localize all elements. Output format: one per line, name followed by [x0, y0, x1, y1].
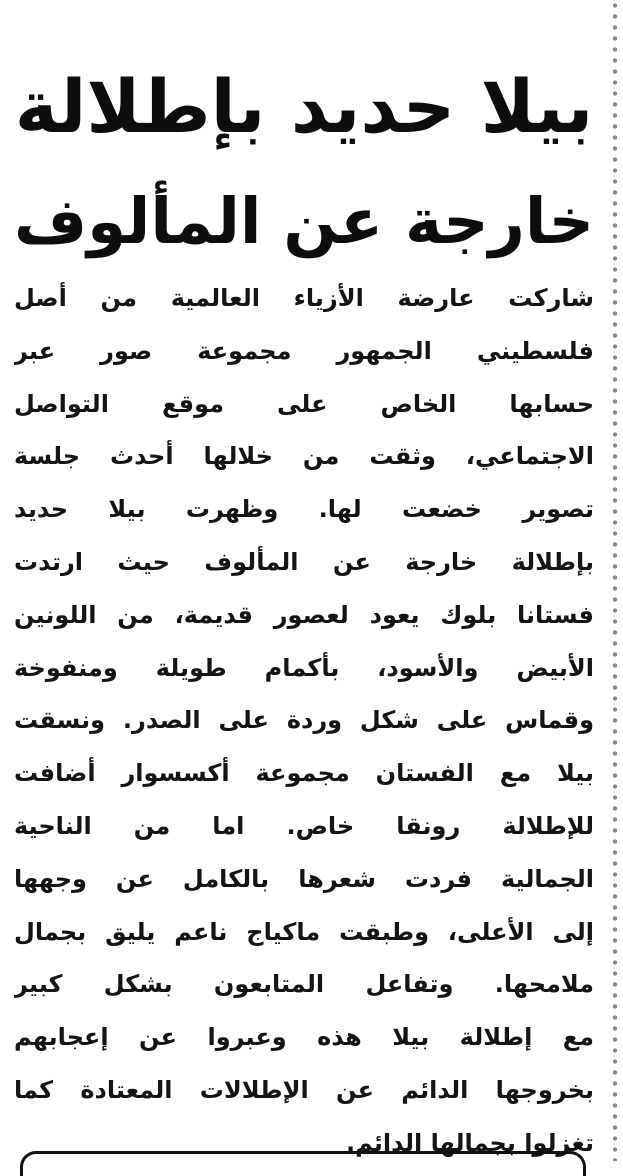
body-line: شاركت عارضة الأزياء العالمية من أصل	[14, 284, 594, 312]
article-body	[14, 272, 594, 1170]
body-line: فستانا بلوك يعود لعصور قديمة، من اللونين	[14, 600, 594, 629]
body-line: حسابها الخاص على موقع التواصل	[14, 389, 594, 418]
dotted-column-border	[611, 0, 619, 1161]
body-line: تصوير خضعت لها. وظهرت بيلا حديد	[14, 495, 594, 524]
body-line: الأبيض والأسود، بأكمام طويلة ومنفوخة	[14, 653, 594, 682]
body-line: الاجتماعي، وثقت من خلالها أحدث جلسة	[14, 442, 594, 471]
bottom-frame-rule	[20, 1151, 586, 1176]
body-line: وقماس على شكل وردة على الصدر. ونسقت	[14, 706, 594, 735]
body-line: فلسطيني الجمهور مجموعة صور عبر	[14, 336, 594, 365]
body-line: مع إطلالة بيلا هذه وعبروا عن إعجابهم	[14, 1023, 594, 1052]
body-line: للإطلالة رونقا خاص. اما من الناحية	[14, 811, 594, 840]
body-line-last: تغزلوا بجمالها الدائم.	[345, 1128, 594, 1157]
body-line: الجمالية فردت شعرها بالكامل عن وجهها	[14, 864, 594, 893]
body-line: بإطلالة خارجة عن المألوف حيث ارتدت	[14, 547, 594, 576]
body-line: إلى الأعلى، وطبقت ماكياج ناعم يليق بجمال	[14, 917, 594, 946]
body-line: بخروجها الدائم عن الإطلالات المعتادة كما	[14, 1075, 594, 1104]
headline-line-2: خارجة عن المألوف	[13, 185, 594, 259]
body-line: ملامحها. وتفاعل المتابعون بشكل كبير	[14, 970, 594, 999]
body-line: بيلا مع الفستان مجموعة أكسسوار أضافت	[14, 759, 594, 788]
headline-line-1: بيلا حديد بإطلالة	[14, 64, 594, 150]
